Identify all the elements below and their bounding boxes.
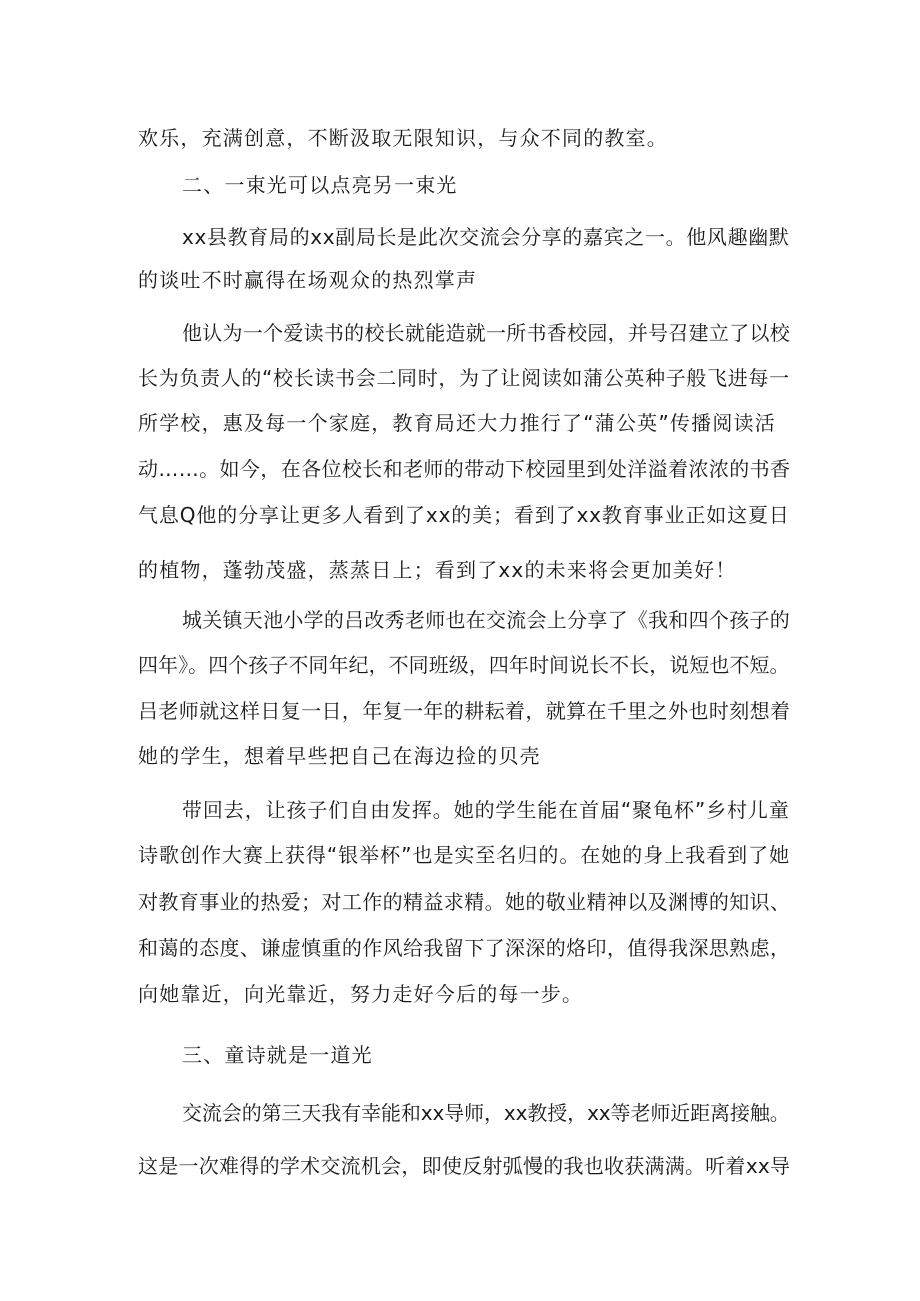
text-line: 和蔼的态度、谦虚慎重的作风给我留下了深深的烙印，值得我深思熟虑， xyxy=(138,936,791,960)
text-line: 欢乐，充满创意，不断汲取无限知识，与众不同的教室。 xyxy=(138,126,668,150)
text-line: 他认为一个爱读书的校长就能造就一所书香校园，并号召建立了以校 xyxy=(182,321,790,345)
text-line: 带回去，让孩子们自由发挥。她的学生能在首届“聚龟杯”乡村儿童 xyxy=(182,798,790,822)
section-heading: 二、一束光可以点亮另一束光 xyxy=(182,173,458,197)
text-line: 交流会的第三天我有幸能和xx导师，xx教授，xx等老师近距离接触。 xyxy=(182,1101,790,1125)
text-line: 所学校，惠及每一个家庭，教育局还大力推行了“蒲公英”传播阅读活 xyxy=(138,411,776,435)
text-line: 的植物，蓬勃茂盛，蒸蒸日上；看到了xx的未来将会更加美好！ xyxy=(138,558,737,582)
text-line: 城关镇天池小学的吕改秀老师也在交流会上分享了《我和四个孩子的 xyxy=(182,608,790,632)
text-line: 诗歌创作大赛上获得“银举杯”也是实至名归的。在她的身上我看到了她 xyxy=(138,843,791,867)
text-line: 长为负责人的“校长读书会二同时，为了让阅读如蒲公英种子般飞进每一 xyxy=(138,366,790,390)
text-line: 气息Q他的分享让更多人看到了xx的美；看到了xx教育事业正如这夏日 xyxy=(138,503,790,527)
text-line: 对教育事业的热爱；对工作的精益求精。她的敬业精神以及渊博的知识、 xyxy=(138,890,791,914)
text-line: 吕老师就这样日复一日，年复一年的耕耘着，就算在千里之外也时刻想着 xyxy=(138,699,791,723)
text-line: 四年》。四个孩子不同年纪，不同班级，四年时间说长不长，说短也不短。 xyxy=(138,653,790,677)
text-line: 动……。如今，在各位校长和老师的带动下校园里到处洋溢着浓浓的书香 xyxy=(138,457,791,481)
section-heading: 三、童诗就是一道光 xyxy=(182,1043,373,1067)
text-line: 向她靠近，向光靠近，努力走好今后的每一步。 xyxy=(138,982,584,1006)
text-line: xx县教育局的xx副局长是此次交流会分享的嘉宾之一。他风趣幽默 xyxy=(182,225,790,249)
text-line: 的谈吐不时赢得在场观众的热烈掌声 xyxy=(138,268,478,292)
text-line: 她的学生，想着早些把自己在海边捡的贝壳 xyxy=(138,744,541,768)
text-line: 这是一次难得的学术交流机会，即使反射弧慢的我也收获满满。听着xx导 xyxy=(138,1154,791,1178)
